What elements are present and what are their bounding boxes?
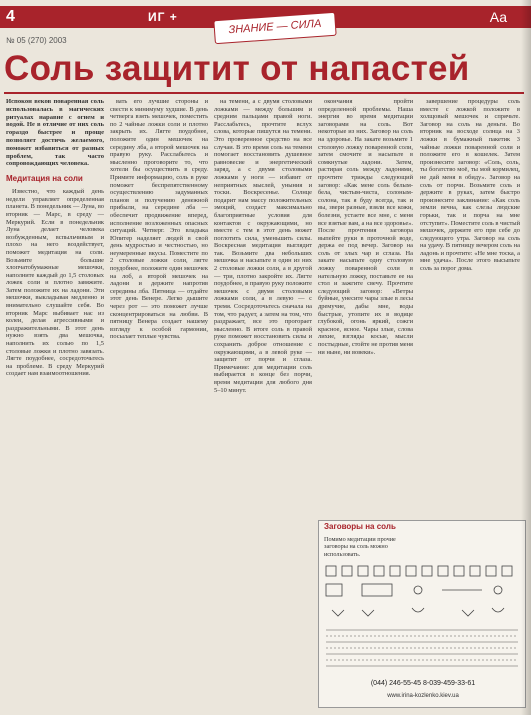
website: www.irina-kozlenko.kiev.ua xyxy=(387,693,459,699)
section-heading-meditation: Медитация на соли xyxy=(6,174,83,184)
issue-number: № 05 (270) 2003 xyxy=(6,36,67,45)
column-3-text: на темени, а с двумя столовыми ложками — между большим и средним пальцами правой ноги. Расслабьтесь, прочтите вслух слова, которые пишутся на темени. Это проверенное средство на все случаи. В это время соль на темени помогает восстановить душевное равновесие и энергетический заряд, а с двумя столовыми ложками у ноги — избавит от неприятных мыслей, уныния и тоски. Воскресенье. Солнце подарит нам массу положительных эмоций, создаст максимально благоприятные условия для контактов с окружающими, но вместе с тем в этот день может поглотить сила, уменьшить силы. Воскресная медитация выглядит так. Возьмите два небольших мешочка и насыпьте в один из них 2 столовые ложки соли, а в другой — три, плотно закройте их. Лягте поудобнее, в правую руку положите мешочек с двумя столовыми ложками соли, а в левую — с тремя. Сосредоточьтесь сначала на том, что радует, а затем на том, что раздражает, все это прогорает мысленно. В итоге соль в правой руке поможет восстановить силы и сохранить доброе отношение с окружающими, а в левой руке — защитит от порчи и сглаза. Примечание: для медитации соль выбирается в конце без порчи, время медитации для любого дня 5–10 минут. xyxy=(214,98,312,394)
column-2-text: вать его лучшие стороны и свести к минимуму худшие. В день четверга взять мешочек, поместить по 2 чайные ложки соли и плотно закрыть их. Лягте поудобнее, положите один мешочек на середину лба, а второй мешочек на правую руку. Расслабьтесь и мысленно проговорите то, что хотели бы осуществить в среду. Примите информацию, соль в руке поможет беспрепятственному осуществлению задуманных планов и получению денежной прибыли, на середине лба — обеспечит продвижение вперед, исполнение возложенных опасных ситуаций. Четверг. Это владыка Юпитер наделяет людей в свой день мудростью и честностью, но неумеренные вкусы. Поместите по 2 столовые ложки соли, лягте поудобнее, положите один мешочек на лоб, а второй мешочек на ладони и держите напротив середины лба. Пятница — отдайте этот день Венере. Легко дышите через рот — это поможет лучше сконцентрироваться на любви. В пятницу Венера создает нашему взгляду к особой гармонии, посылает теплые чувства. xyxy=(110,98,208,341)
column-3 xyxy=(214,98,312,704)
box-title: Заговоры на соль xyxy=(324,522,396,531)
page-number: 4 xyxy=(6,8,15,25)
article-lead: Испокон веков поваренная соль использовалась в магических ритуалах наравне с огнем и водой. Не в отличие от них соль гораздо быстрее и проще позволяет достичь желаемого, поможет избавиться от разных проблем, так часто сопровождающих человека. xyxy=(6,98,104,168)
column-1 xyxy=(6,98,104,704)
brand-label: ИГ + xyxy=(148,10,178,24)
column-1-text: Известно, что каждый день недели управляет определенная планета. В понедельник — Луна, во вторник — Марс, в среду — Меркурий. Если в понедельник Луна делает человека возбужденным, вспыльчивым и плохо на него воздействует, поможет медитация на соли. Возьмите большие хлопчатобумажные мешочки, наполните каждый до 1,5 столовых ложек соли и плотно завяжите. Затем положите их на ладони. Эти мешочки, выкладывая медленно и внимательно слушайте себя. Во вторник Марс выбивает нас из колеи, делая агрессивными и раздражительными. В этот день нужно взять два мешочка, наполнить их солью по 1,5 столовые ложки и плотно завязать. Лягте поудобнее, сосредоточьтесь на проблеме. В среду Меркурий создает нам взаимоотношения. xyxy=(6,188,104,378)
column-5 xyxy=(420,98,520,518)
rubric-label: ЗНАНИЕ — СИЛА xyxy=(213,12,336,44)
decorative-glyphs xyxy=(322,560,522,676)
font-label: Аа xyxy=(489,9,507,25)
phone-numbers: (044) 246-55-45 8-039-459-33-61 xyxy=(370,680,476,687)
column-2 xyxy=(110,98,208,704)
page-shadow xyxy=(521,0,531,715)
column-4-text: окончания пройти определенной проблемы. Наша энергия во время медитации заговорами на соль. Вот некоторые из них. Заговор на соль на здоровье. На закате возьмите 1 столовую ложку поваренной соли, затем смочите и насыпьте в сомкнутые ладони. Затем, растирая соль между ладонями, прочтите трижды следующий заговор: «Как мене соль белым-бела, чистым-чиста, солоным-солона, так я буду всегда, так и вы, звери разные, взяли все кожи, болезни, устаете все мне, с меня все взятые вам, а на все здоровье». После прочтения заговора выпейте руки в проточной воде, держа ее под вечер. Заговор на соль от злых чар и сглаза. На закате насыпьте одну столовую ложку поваренной соли в нательную ложку, поставьте ее на стол и зажгите свечу. Прочтите следующий заговор: «Ветры буйные, унесите чары злые в лесы дремучие, дабы мне, воды быстрые, утопите их в водице глубокой, огонь яркий, сожги красное, ясное. Чары злые, слова лихие, взгляды косые, мысли постыдные, стойте не против меня ни ныне, ни вовеки». xyxy=(318,98,413,356)
column-5-text: завершение процедуры соль вместе с ложкой положите в холщовый мешочек и спрячьте. Заговор на соль на деньги. Во вторник на восходе солнца на 3 ложки в бумажный пакетик 3 чайные ложки поваренной соли и положите его в кошелек. Затем произнесите заговор: «Соль, соль, ты богатство моё, ты мой кормилец, не дай меня в обиду». Заговор на соль от порчи. Возьмите соль и держите в руках, затем быстро произнесите заклинание: «Как соль земли вечна, как слезы людские горьки, так и порча на мне отступит». Поместите соль в чистый мешочек, держите его при себе до следующего утра. Заговор на соль на удачу. В пятницу вечером соль на ладонь и прочтите: «Не мне тоска, а мне удача». После этого высыпьте соль за порог дома. xyxy=(420,98,520,273)
box-note: Помимо медитации прочие заговоры на соль можно использовать. xyxy=(324,536,396,558)
headline-rule xyxy=(4,92,524,94)
column-4 xyxy=(318,98,413,518)
article-headline: Соль защитит от напастей xyxy=(4,49,470,88)
